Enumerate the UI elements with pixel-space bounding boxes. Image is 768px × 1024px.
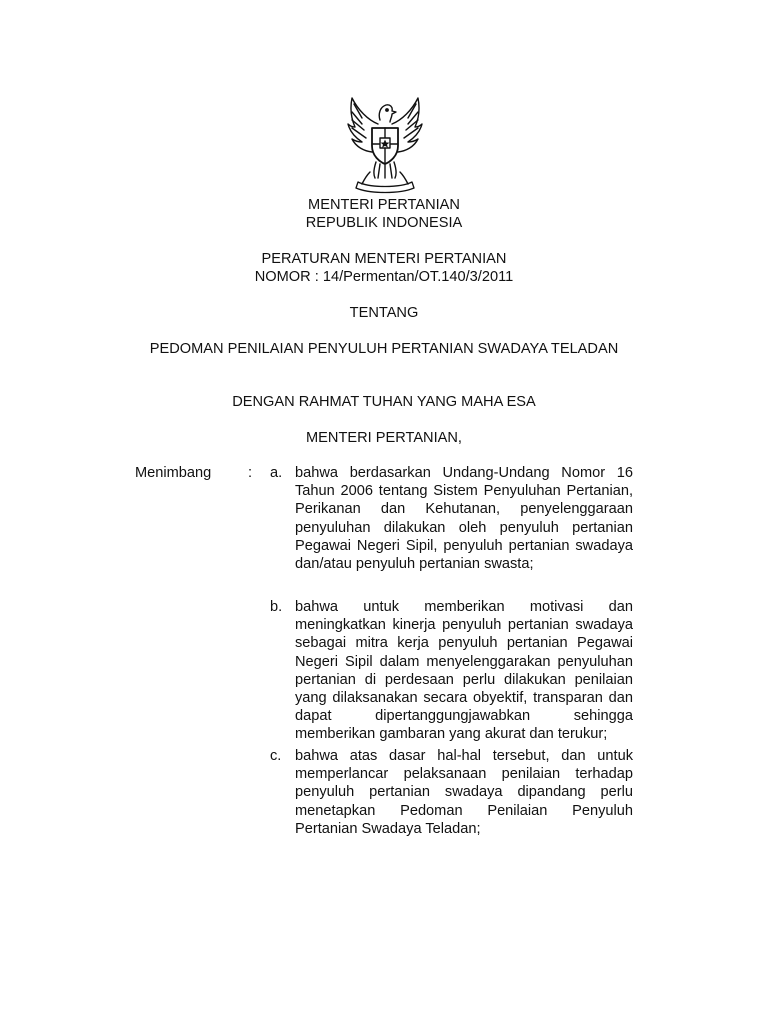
item-text: bahwa berdasarkan Undang-Undang Nomor 16 Tahun 2006 tentang Sistem Penyuluhan Pertanian, Perikanan dan Kehutanan, penyelenggaraan penyuluhan dilakukan oleh penyuluh pertanian Pegawai Negeri Sipil, penyuluh pertanian swadaya dan/atau penyuluh pertanian swasta; [295, 465, 633, 573]
garuda-emblem-icon [340, 94, 430, 194]
blessing-line: DENGAN RAHMAT TUHAN YANG MAHA ESA [232, 394, 536, 410]
ministry-line-1: MENTERI PERTANIAN [308, 197, 460, 213]
item-letter: c. [270, 748, 282, 764]
regulation-subject: PEDOMAN PENILAIAN PENYULUH PERTANIAN SWADAYA TELADAN [149, 341, 619, 357]
ministry-line-2: REPUBLIK INDONESIA [305, 215, 463, 231]
item-text: bahwa atas dasar hal-hal tersebut, dan untuk memperlancar pelaksanaan penilaian terhadap penyuluh pertanian swadaya dipandang perlu menetapkan Pedoman Penilaian Penyuluh Pertanian Swadaya Teladan; [295, 748, 633, 837]
item-text: bahwa untuk memberikan motivasi dan meningkatkan kinerja penyuluh pertanian swadaya sebagai mitra kerja penyuluh pertanian Pegawai Negeri Sipil dalam menyelenggarakan penyuluhan pertanian di perdesaan perlu dilakukan penilaian yang dilaksanakan secara obyektif, transparan dan dapat dipertanggungjawabkan sehingga memberikan gambaran yang akurat dan terukur; [295, 599, 633, 743]
item-letter: b. [270, 599, 283, 615]
tentang-heading: TENTANG [349, 305, 419, 321]
menimbang-label: Menimbang [135, 465, 212, 481]
item-letter: a. [270, 465, 283, 481]
regulation-number: NOMOR : 14/Permentan/OT.140/3/2011 [254, 269, 514, 285]
menimbang-colon: : [248, 465, 253, 481]
authority-line: MENTERI PERTANIAN, [306, 430, 462, 446]
regulation-title: PERATURAN MENTERI PERTANIAN [261, 251, 507, 267]
